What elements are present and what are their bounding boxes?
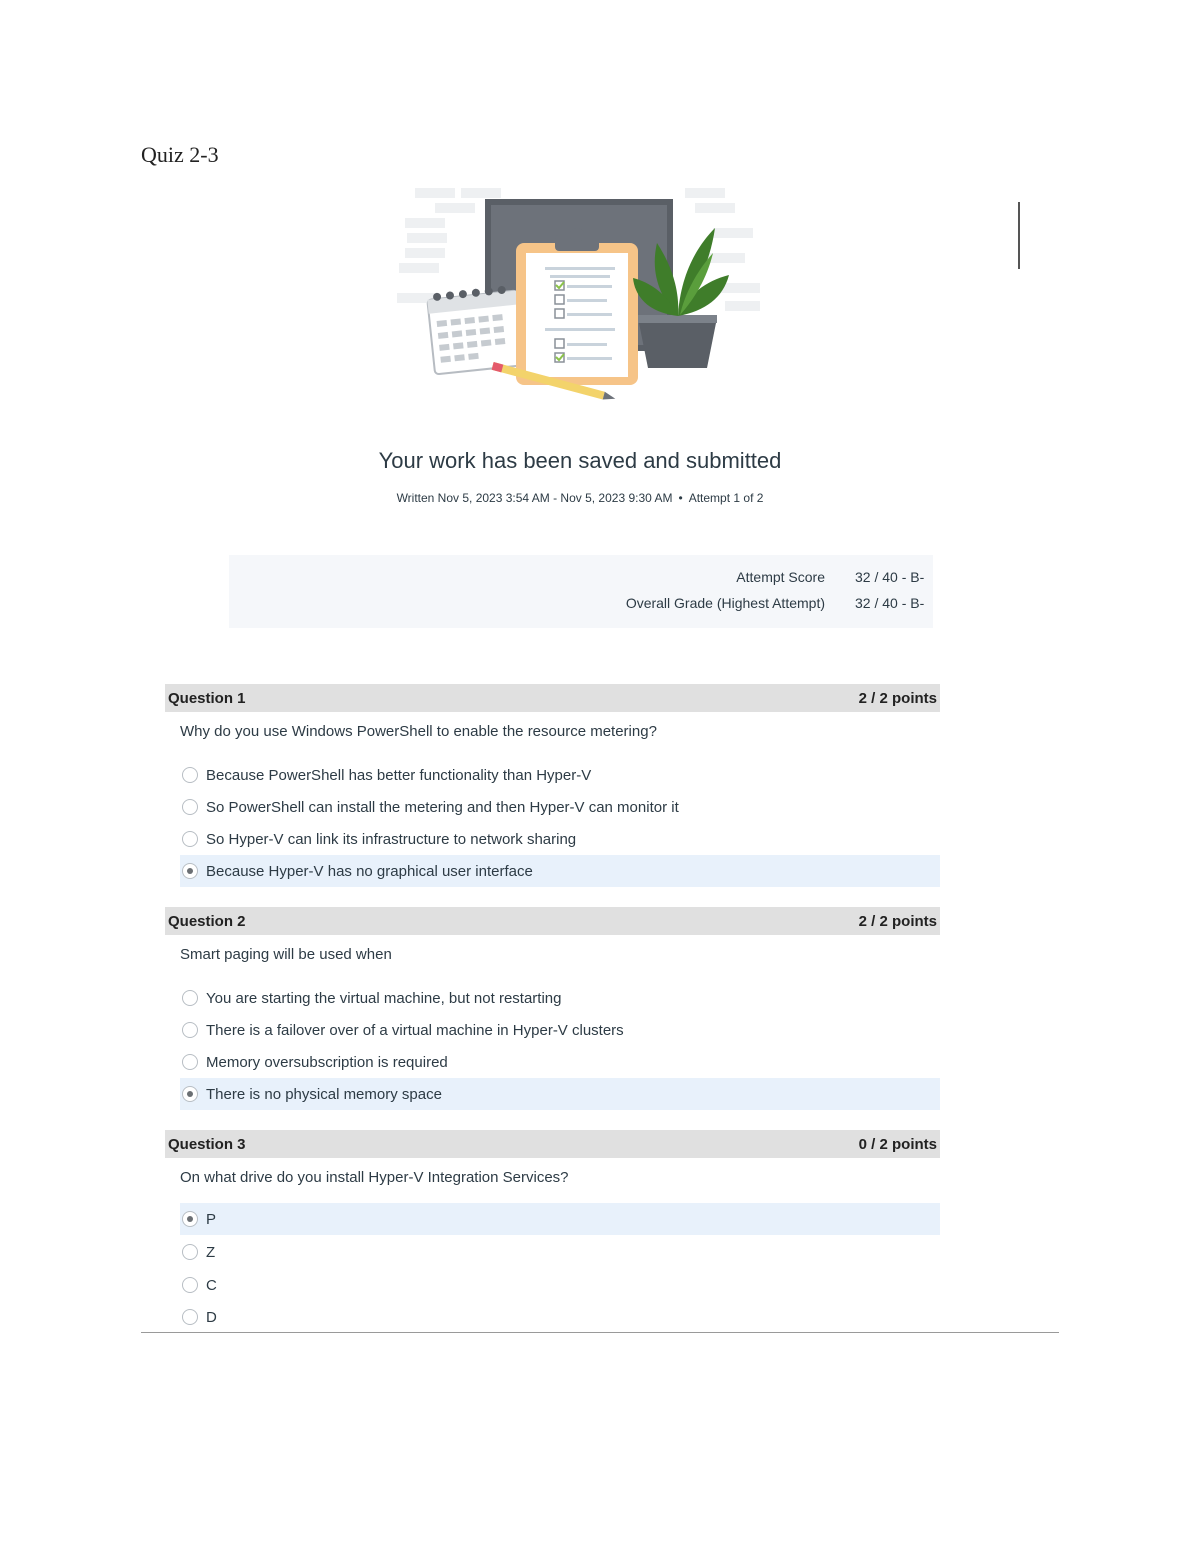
question-text: Smart paging will be used when [180, 946, 392, 963]
question-points: 2 / 2 points [858, 912, 937, 930]
question-text: Why do you use Windows PowerShell to enable the resource metering? [180, 723, 657, 740]
radio-button[interactable] [182, 1211, 198, 1227]
question-points: 0 / 2 points [858, 1135, 937, 1153]
question-title: Question 3 [168, 1135, 246, 1153]
attempt-score-row [736, 569, 933, 585]
answer-option[interactable] [180, 823, 940, 855]
answer-option-label: There is no physical memory space [206, 1085, 442, 1103]
answer-option-label: C [206, 1276, 217, 1294]
answer-option[interactable] [180, 1078, 940, 1110]
attempt-score-value: 32 / 40 - B- [855, 569, 925, 585]
answer-option-label: So PowerShell can install the metering and then Hyper-V can monitor it [206, 798, 679, 816]
overall-grade-value: 32 / 40 - B- [855, 595, 925, 611]
radio-button[interactable] [182, 1244, 198, 1260]
answer-option-label: You are starting the virtual machine, but not restarting [206, 989, 562, 1007]
attempt-score-label: Attempt Score [736, 569, 825, 585]
radio-button[interactable] [182, 1054, 198, 1070]
answer-option[interactable] [180, 1236, 940, 1268]
question-title: Question 1 [168, 689, 246, 707]
radio-button[interactable] [182, 831, 198, 847]
answer-option-label: Because Hyper-V has no graphical user interface [206, 862, 533, 880]
overall-grade-row [626, 595, 933, 611]
question-header [165, 1130, 940, 1158]
document-title: Quiz 2-3 [141, 142, 219, 167]
answer-option[interactable] [180, 855, 940, 887]
radio-button[interactable] [182, 1309, 198, 1325]
submission-written-time: Written Nov 5, 2023 3:54 AM - Nov 5, 2023 9:30 AM [396, 491, 673, 505]
text-cursor-bar [1018, 202, 1020, 269]
radio-button[interactable] [182, 1277, 198, 1293]
radio-button[interactable] [182, 990, 198, 1006]
answer-option[interactable] [180, 1046, 940, 1078]
answer-option-label: P [206, 1210, 217, 1228]
answer-option[interactable] [180, 1014, 940, 1046]
question-header [165, 907, 940, 935]
submission-attempt: Attempt 1 of 2 [688, 491, 764, 505]
answer-option-label: Memory oversubscription is required [206, 1053, 448, 1071]
submission-illustration [395, 183, 765, 408]
page-divider [141, 1332, 1059, 1333]
submission-headline: Your work has been saved and submitted [378, 448, 782, 473]
answer-option[interactable] [180, 982, 940, 1014]
answer-option-label: So Hyper-V can link its infrastructure to network sharing [206, 830, 577, 848]
question-header [165, 684, 940, 712]
answer-option-label: D [206, 1308, 217, 1326]
answer-option-label: Z [206, 1243, 216, 1261]
question-points: 2 / 2 points [858, 689, 937, 707]
submission-meta [0, 491, 1160, 505]
answer-option[interactable] [180, 1269, 940, 1301]
radio-button[interactable] [182, 863, 198, 879]
separator-dot: • [678, 491, 683, 505]
answer-option[interactable] [180, 1301, 940, 1333]
radio-button[interactable] [182, 1086, 198, 1102]
radio-button[interactable] [182, 767, 198, 783]
answer-option-label: Because PowerShell has better functionality than Hyper-V [206, 766, 592, 784]
radio-button[interactable] [182, 799, 198, 815]
overall-grade-label: Overall Grade (Highest Attempt) [625, 595, 825, 611]
question-text: On what drive do you install Hyper-V Integration Services? [180, 1169, 569, 1186]
answer-option-label: There is a failover over of a virtual machine in Hyper-V clusters [206, 1021, 624, 1039]
answer-option[interactable] [180, 759, 940, 791]
answer-option[interactable] [180, 791, 940, 823]
question-title: Question 2 [168, 912, 246, 930]
answer-option[interactable] [180, 1203, 940, 1235]
score-summary [229, 555, 933, 628]
radio-button[interactable] [182, 1022, 198, 1038]
